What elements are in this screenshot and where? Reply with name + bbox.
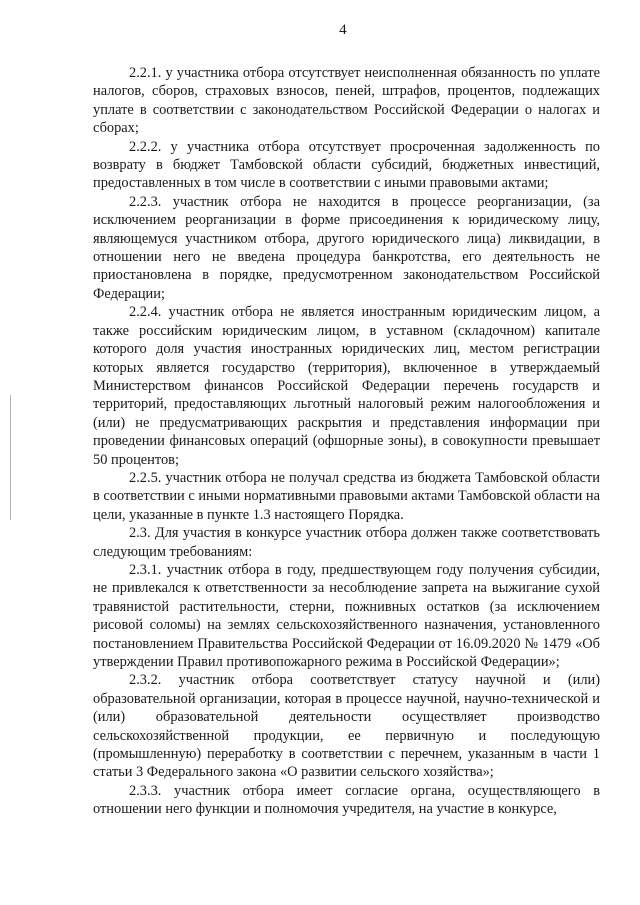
document-body [93,64,600,819]
scan-edge-mark [10,395,11,520]
paragraph-2-2-4: 2.2.4. участник отбора не является иностранным юридическим лицом, а также российским юридическим лицом, в уставном (складочном) капитале которого доля участия иностранных юридических лиц, местом регистрации которых является государство (территория), включенное в утверждаемый Министерством финансов Российской Федерации перечень государств и территорий, предоставляющих льготный налоговый режим налогообложения и (или) не предусматривающих раскрытия и представления информации при проведении финансовых операций (офшорные зоны), в совокупности превышает 50 процентов; [93,304,600,468]
paragraph-2-3-1: 2.3.1. участник отбора в году, предшествующем году получения субсидии, не привлекался к ответственности за несоблюдение запрета на выжигание сухой травянистой растительности, стерни, пожнивных остатков (за исключением рисовой соломы) на землях сельскохозяйственного назначения, установленного постановлением Правительства Российской Федерации от 16.09.2020 № 1479 «Об утверждении Правил противопожарного режима в Российской Федерации»; [93,561,600,670]
paragraph-2-3-3: 2.3.3. участник отбора имеет согласие органа, осуществляющего в отношении него функции и полномочия учредителя, на участие в конкурсе, [93,782,600,818]
paragraph-2-3-2: 2.3.2. участник отбора соответствует статусу научной и (или) образовательной организации, которая в процессе научной, научно-технической и (или) образовательной деятельности осуществляет производство сельскохозяйственной продукции, ее первичную и последующую (промышленную) переработку в соответствии с перечнем, указанным в части 1 статьи 3 Федерального закона «О развитии сельского хозяйства»; [93,672,600,781]
paragraph-2-2-5: 2.2.5. участник отбора не получал средства из бюджета Тамбовской области в соответствии с иными нормативными правовыми актами Тамбовской области на цели, указанные в пункте 1.3 настоящего Порядка. [93,469,600,523]
paragraph-2-2-1: 2.2.1. у участника отбора отсутствует неисполненная обязанность по уплате налогов, сборов, страховых взносов, пеней, штрафов, процентов, подлежащих уплате в соответствии с законодательством Российской Федерации о налогах и сборах; [93,65,600,137]
paragraph-2-2-3: 2.2.3. участник отбора не находится в процессе реорганизации, (за исключением реорганизации в форме присоединения к юридическому лицу, являющемуся участником отбора, другого юридического лица) ликвидации, в отношении него не введена процедура банкротства, его деятельность не приостановлена в порядке, предусмотренном законодательством Российской Федерации; [93,193,600,302]
page-number: 4 [339,22,347,38]
paragraph-2-3: 2.3. Для участия в конкурсе участник отбора должен также соответствовать следующим требованиям: [93,525,600,560]
paragraph-2-2-2: 2.2.2. у участника отбора отсутствует просроченная задолженность по возврату в бюджет Тамбовской области субсидий, бюджетных инвестиций, предоставленных в том числе в соответствии с иными правовыми актами; [93,138,600,192]
